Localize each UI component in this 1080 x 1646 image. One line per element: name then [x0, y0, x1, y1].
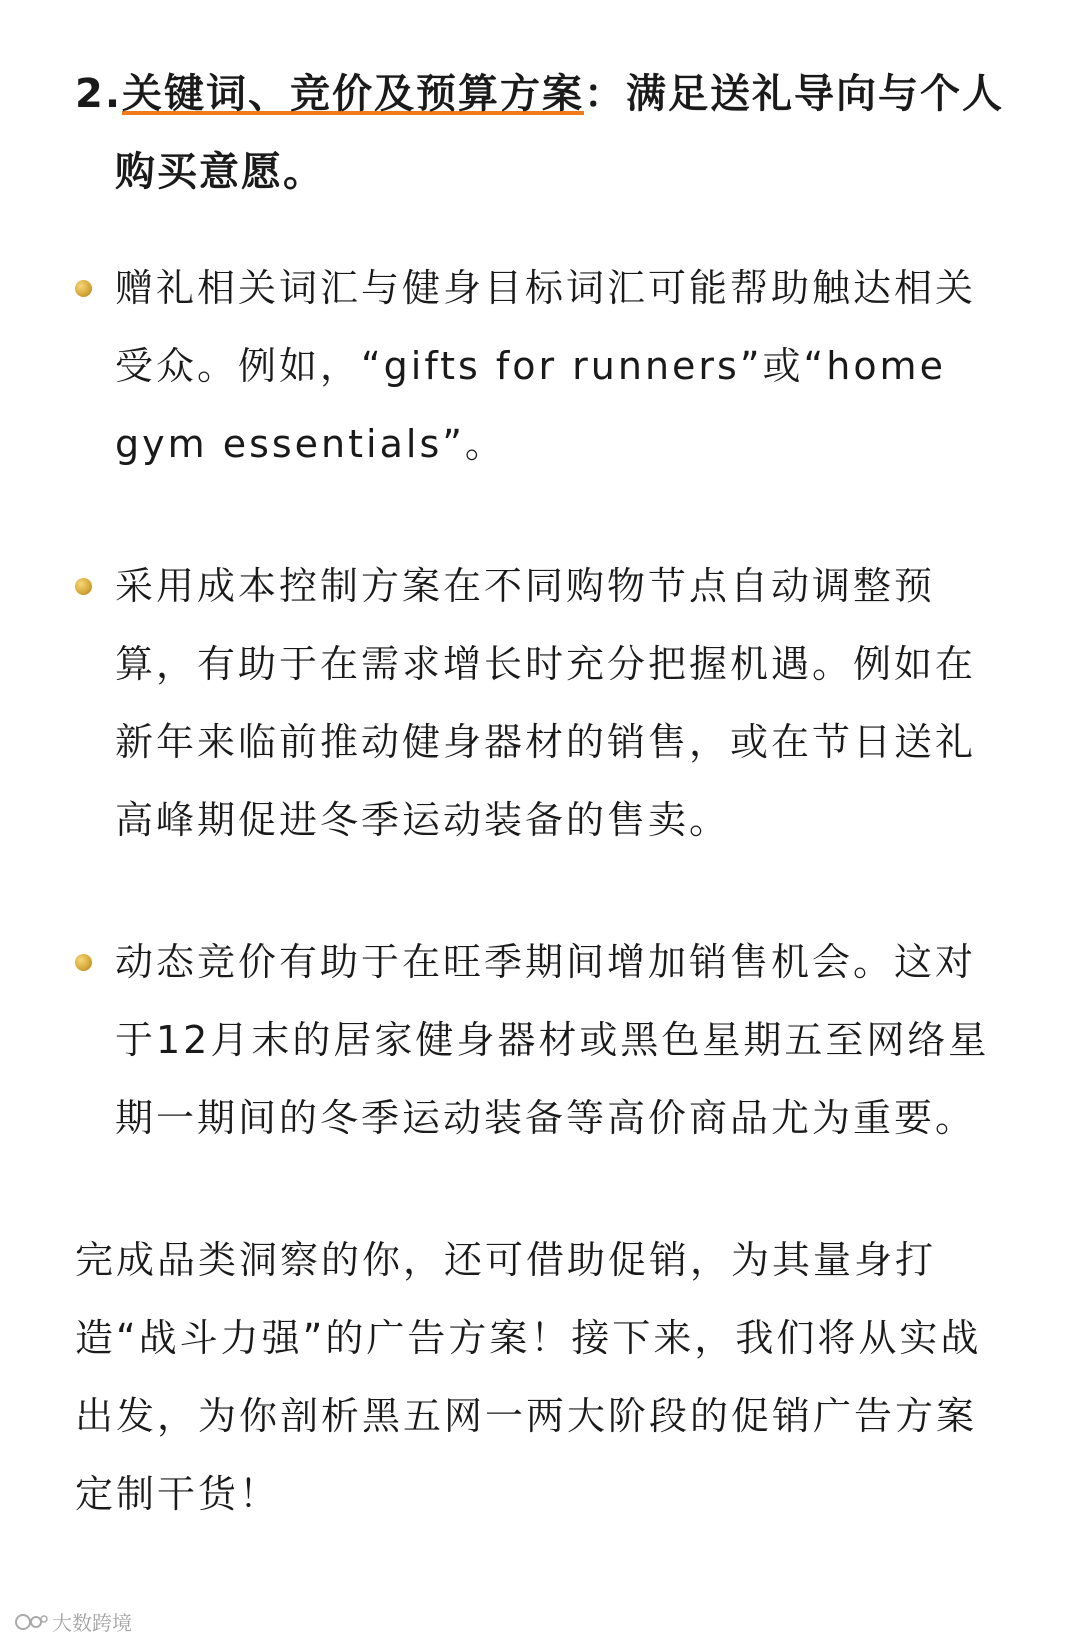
logo-icon [14, 1611, 48, 1633]
bullet-text: 赠礼相关词汇与健身目标词汇可能帮助触达相关受众。例如，“gifts for runners”或“home gym essentials”。 [115, 266, 977, 466]
bullet-text: 采用成本控制方案在不同购物节点自动调整预算，有助于在需求增长时充分把握机遇。例如在新年来临前推动健身器材的销售，或在节日送礼高峰期促进冬季运动装备的售卖。 [115, 564, 977, 842]
list-item [75, 249, 1010, 483]
watermark-text: 大数跨境 [52, 1611, 132, 1635]
list-item [75, 923, 1010, 1157]
closing-paragraph: 完成品类洞察的你，还可借助促销，为其量身打造“战斗力强”的广告方案！接下来，我们将从实战出发，为你剖析黑五网一两大阶段的促销广告方案定制干货！ [75, 1238, 982, 1516]
heading-rest: ：满足送礼导向与个人购买意愿。 [115, 71, 1005, 195]
list-item [75, 547, 1010, 859]
watermark [14, 1607, 132, 1636]
heading-number: 2. [75, 71, 123, 117]
bullet-text: 动态竞价有助于在旺季期间增加销售机会。这对于12月末的居家健身器材或黑色星期五至网络星期一期间的冬季运动装备等高价商品尤为重要。 [115, 940, 990, 1140]
bullet-list [75, 249, 1010, 1157]
section-heading [75, 55, 1010, 211]
bullet-dot-icon [75, 578, 92, 595]
bullet-dot-icon [75, 280, 92, 297]
bullet-dot-icon [75, 954, 92, 971]
heading-highlight: 关键词、竞价及预算方案 [122, 71, 585, 117]
article [75, 55, 1010, 1533]
